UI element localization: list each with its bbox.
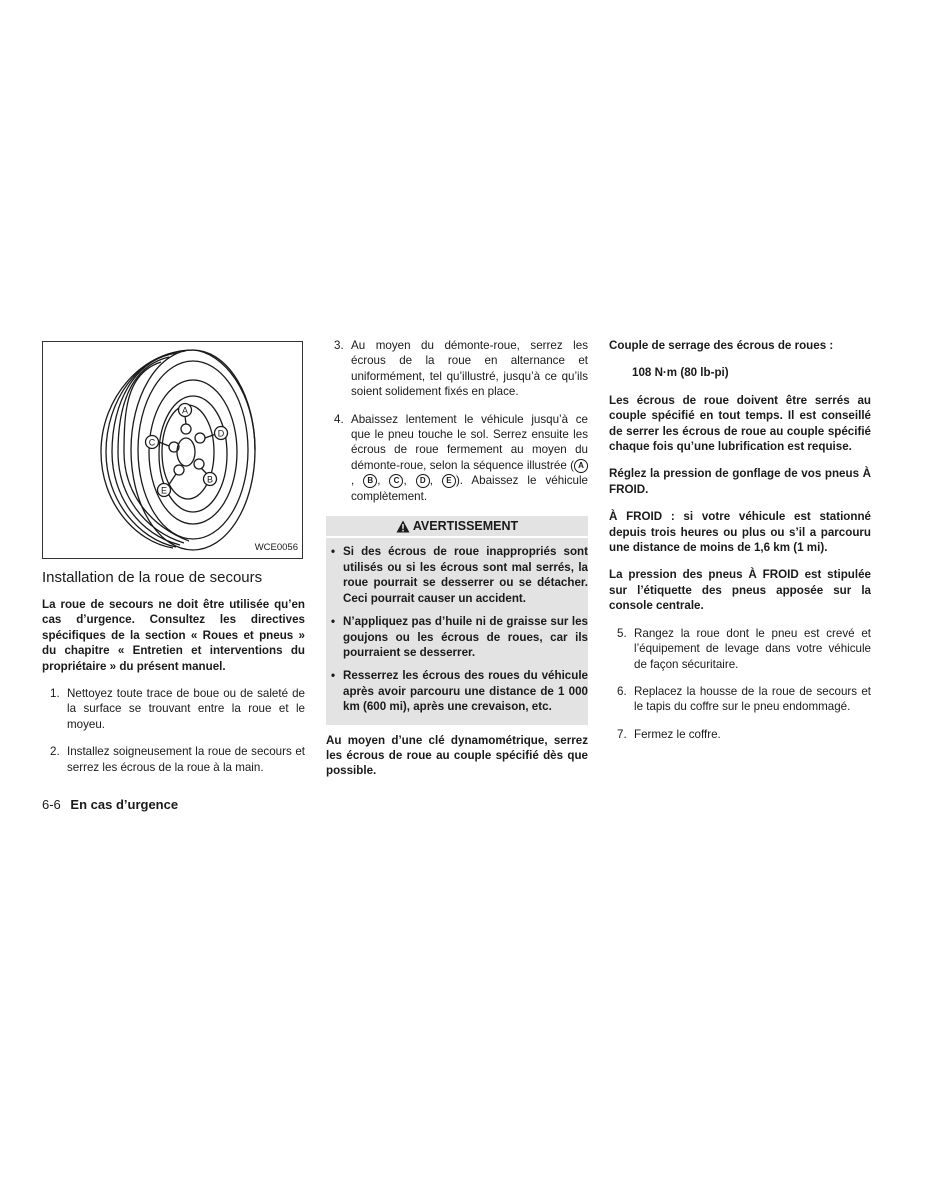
- step-number: 6.: [617, 684, 627, 698]
- warning-title: AVERTISSEMENT: [412, 519, 519, 534]
- sequence-separator: ,: [351, 474, 364, 488]
- warning-text: Resserrez les écrous des roues du véhicule après avoir parcouru une distance de 1 000 km (600 mi), après une crevaison, etc.: [343, 669, 588, 714]
- paragraph: Les écrous de roue doivent être serrés au couple spécifié en tout temps. Il est conseillé de serrer les écrous de roue au couple spécifié chaque fois qu’une lubrification est requise.: [609, 393, 871, 454]
- step-number: 7.: [617, 727, 627, 741]
- step-text: Replacez la housse de la roue de secours et le tapis du coffre sur le pneu endommagé.: [634, 684, 871, 714]
- torque-value: 108 N·m (80 lb-pi): [632, 366, 729, 380]
- steps-list: [42, 686, 305, 775]
- list-item: [609, 626, 871, 672]
- steps-list: [609, 626, 871, 742]
- figure-code: WCE0056: [254, 541, 298, 553]
- paragraph: La pression des pneus À FROID est stipulée sur l’étiquette des pneus apposée sur la console centrale.: [609, 568, 871, 613]
- warning-text: Si des écrous de roue inappropriés sont utilisés ou si les écrous sont mal serrés, la roue pourrait se desserrer ou se détacher. Ceci pourrait causer un accident.: [343, 545, 588, 605]
- wheel-diagram: [43, 342, 302, 558]
- sequence-separator: ,: [429, 474, 442, 488]
- section-title: En cas d’urgence: [70, 797, 179, 812]
- label-c: C: [148, 437, 156, 448]
- tire-illustration: [42, 341, 303, 559]
- sequence-marker-c: C: [389, 474, 403, 488]
- step-text-tail: ). Abaissez le véhicule complètement.: [351, 474, 588, 503]
- bullet: •: [331, 545, 336, 559]
- sequence-separator: ,: [377, 474, 390, 488]
- label-a: A: [181, 405, 189, 416]
- label-b: B: [206, 474, 214, 485]
- step-text: Abaissez lentement le véhicule jusqu’à ce que le pneu touche le sol. Serrez ensuite les écrous de roue fermement au moyen du démonte-roue, selon la séquence illustrée (: [351, 412, 588, 472]
- list-item: [42, 686, 305, 732]
- sequence-marker-e: E: [442, 474, 456, 488]
- warning-triangle-icon: [396, 520, 410, 533]
- column-right: [609, 338, 871, 754]
- step-number: 4.: [334, 412, 344, 426]
- step-text: Rangez la roue dont le pneu est crevé et l’équipement de levage dans votre véhicule de façon sécuritaire.: [634, 626, 871, 671]
- step-number: 2.: [50, 745, 60, 759]
- step-text: Installez soigneusement la roue de secours et serrez les écrous de la roue à la main.: [67, 745, 305, 774]
- page-footer: [42, 797, 178, 812]
- steps-list: [326, 338, 588, 504]
- sequence-marker-a: A: [574, 459, 588, 473]
- list-item: [326, 614, 588, 660]
- step-text: Fermez le coffre.: [634, 727, 721, 741]
- warning-box: [326, 516, 588, 724]
- warning-header: [326, 516, 588, 538]
- list-item: [42, 744, 305, 775]
- torque-title: Couple de serrage des écrous de roues :: [609, 339, 834, 352]
- intro-paragraph: La roue de secours ne doit être utilisée qu’en cas d’urgence. Consultez les directives spécifiques de la section « Roues et pneus » du chapitre « Entretien et interventions du propriétaire » du présent manuel.: [42, 598, 305, 673]
- step-number: 1.: [50, 687, 60, 701]
- list-item: [609, 684, 871, 715]
- label-d: D: [217, 428, 225, 439]
- label-e: E: [160, 485, 168, 496]
- page-number: 6-6: [42, 797, 61, 812]
- list-item: [326, 338, 588, 400]
- bullet: •: [331, 615, 336, 629]
- column-left: [42, 338, 305, 787]
- bullet: •: [331, 669, 336, 683]
- sequence-marker-d: D: [416, 474, 430, 488]
- warning-list: [326, 538, 588, 714]
- section-heading: Installation de la roue de secours: [42, 569, 263, 586]
- list-item: [326, 412, 588, 504]
- paragraph: Réglez la pression de gonflage de vos pneus À FROID.: [609, 467, 871, 496]
- list-item: [326, 668, 588, 714]
- warning-text: N’appliquez pas d’huile ni de graisse sur les goujons ou les écrous de roues, car ils pourraient se desserrer.: [343, 615, 588, 659]
- torque-note: Au moyen d’une clé dynamométrique, serrez les écrous de roue au couple spécifié dès que possible.: [326, 733, 588, 778]
- paragraph: À FROID : si votre véhicule est stationné depuis trois heures ou plus ou s’il a parcouru une distance de moins de 1,6 km (1 mi).: [609, 510, 871, 555]
- sequence-marker-b: B: [363, 474, 377, 488]
- step-number: 3.: [334, 339, 344, 352]
- column-middle: [326, 338, 588, 791]
- list-item: [609, 727, 871, 742]
- list-item: [326, 544, 588, 606]
- step-number: 5.: [617, 626, 627, 640]
- step-text: Nettoyez toute trace de boue ou de saleté de la surface se trouvant entre la roue et le moyeu.: [67, 687, 305, 731]
- sequence-separator: ,: [403, 474, 416, 488]
- step-text: Au moyen du démonte-roue, serrez les écrous de la roue en alternance et uniformément, tel qu’illustré, jusqu’à ce qu’ils soient solidement fixés en place.: [351, 339, 588, 399]
